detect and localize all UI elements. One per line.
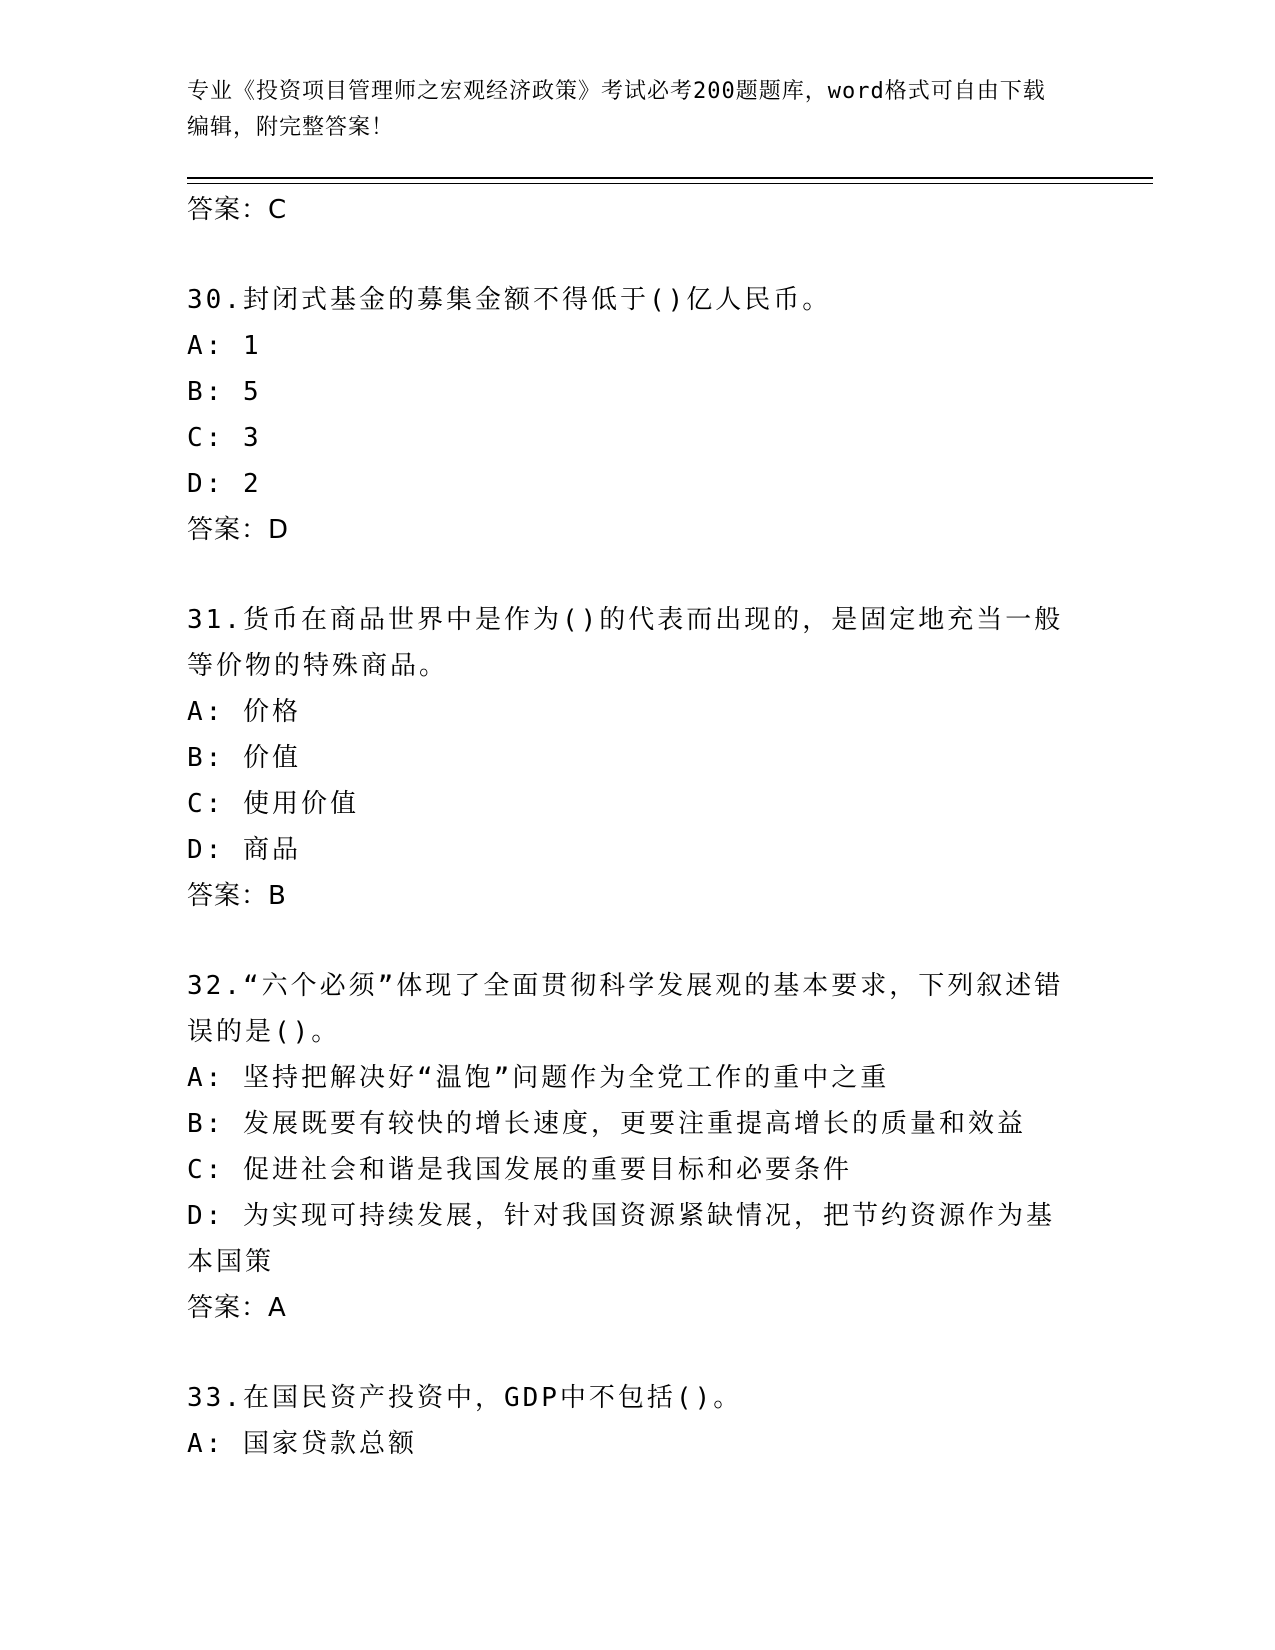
option-d: D: 商品 [187,835,301,865]
answer-line: 答案：D [187,515,290,545]
option-a: A: 价格 [187,697,301,727]
header-divider [187,177,1153,179]
option-a: A: 1 [187,331,262,361]
option-a: A: 国家贷款总额 [187,1429,417,1459]
option-b: B: 发展既要有较快的增长速度，更要注重提高增长的质量和效益 [187,1109,1026,1139]
question-list [187,187,1077,1467]
option-a: A: 坚持把解决好“温饱”问题作为全党工作的重中之重 [187,1063,890,1093]
question-33: 33.在国民资产投资中，GDP中不包括()。 [187,1383,743,1413]
header-divider-thin [187,183,1153,184]
option-c: C: 3 [187,423,262,453]
option-b: B: 5 [187,377,262,407]
option-b: B: 价值 [187,743,301,773]
option-c: C: 促进社会和谐是我国发展的重要目标和必要条件 [187,1155,852,1185]
question-32: 32.“六个必须”体现了全面贯彻科学发展观的基本要求，下列叙述错误的是()。 [187,971,1064,1047]
answer-line: 答案：B [187,881,287,911]
option-c: C: 使用价值 [187,789,359,819]
answer-line: 答案：A [187,1293,287,1323]
option-d: D: 2 [187,469,262,499]
option-d: D: 为实现可持续发展，针对我国资源紧缺情况，把节约资源作为基本国策 [187,1201,1055,1277]
answer-line: 答案：C [187,195,288,225]
question-31: 31.货币在商品世界中是作为()的代表而出现的，是固定地充当一般等价物的特殊商品。 [187,605,1064,681]
document-header: 专业《投资项目管理师之宏观经济政策》考试必考200题题库，word格式可自由下载编辑，附完整答案！ [187,79,1046,140]
question-30: 30.封闭式基金的募集金额不得低于()亿人民币。 [187,285,832,315]
